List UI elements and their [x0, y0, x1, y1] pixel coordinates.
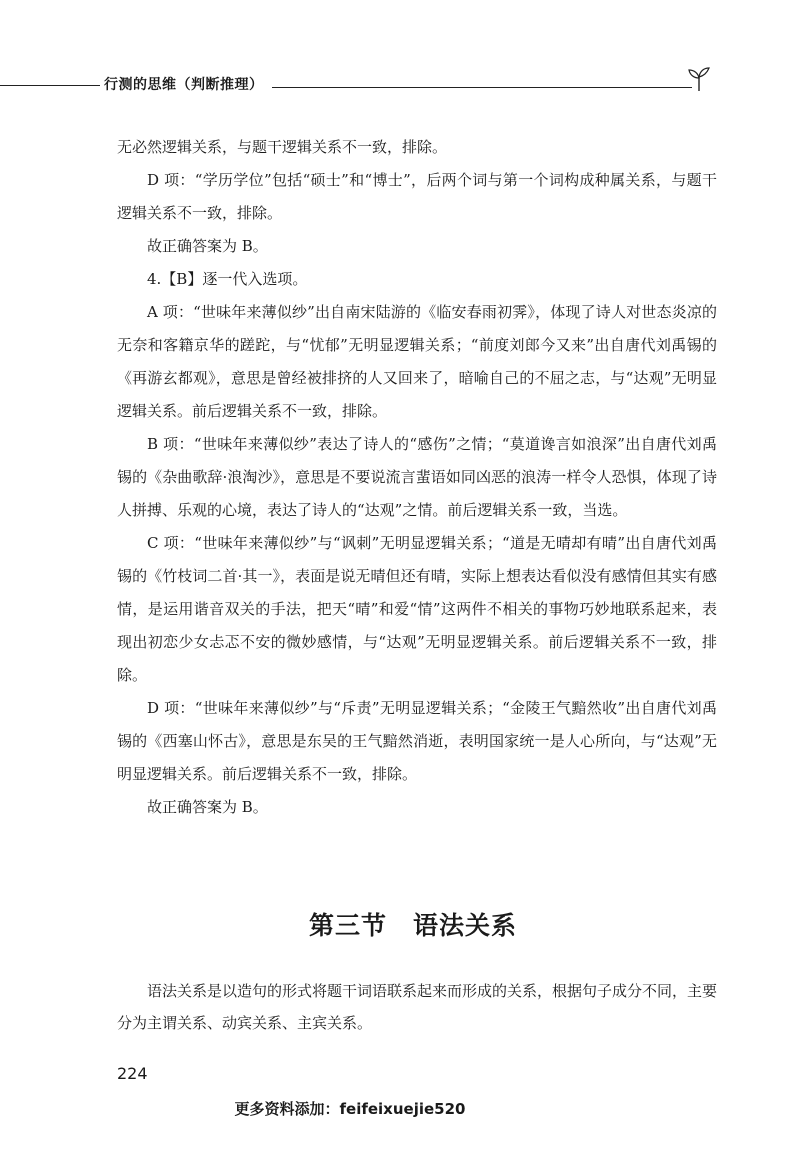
paragraph: D 项：“学历学位”包括“硕士”和“博士”，后两个词与第一个词构成种属关系，与题干逻辑关系不一致，排除。 [117, 171, 717, 222]
paragraph: B 项：“世味年来薄似纱”表达了诗人的“感伤”之情；“莫道谗言如浪深”出自唐代刘禹锡的《杂曲歌辞·浪淘沙》，意思是不要说流言蜚语如同凶恶的浪涛一样令人恐惧，体现了诗人拼搏、乐观的心境，表达了诗人的“达观”之情。前后逻辑关系一致，当选。 [117, 435, 717, 519]
paragraph: 故正确答案为 B。 [147, 798, 268, 816]
section-title: 第三节 语法关系 [308, 911, 517, 940]
paragraph: A 项：“世味年来薄似纱”出自南宋陆游的《临安春雨初霁》，体现了诗人对世态炎凉的无奈和客籍京华的蹉跎，与“忧郁”无明显逻辑关系；“前度刘郎今又来”出自唐代刘禹锡的《再游玄都观》，意思是曾经被排挤的人又回来了，暗喻自己的不屈之志，与“达观”无明显逻辑关系。前后逻辑关系不一致，排除。 [117, 303, 717, 420]
paragraph: C 项：“世味年来薄似纱”与“讽刺”无明显逻辑关系；“道是无晴却有晴”出自唐代刘禹锡的《竹枝词二首·其一》，表面是说无晴但还有晴，实际上想表达看似没有感情但其实有感情，是运用谐音双关的手法，把天“晴”和爱“情”这两件不相关的事物巧妙地联系起来，表现出初恋少女忐忑不安的微妙感情，与“达观”无明显逻辑关系。前后逻辑关系不一致，排除。 [117, 534, 717, 684]
paragraph: 4.【B】逐一代入选项。 [147, 270, 308, 288]
paragraph: D 项：“世味年来薄似纱”与“斥责”无明显逻辑关系；“金陵王气黯然收”出自唐代刘禹锡的《西塞山怀古》，意思是东吴的王气黯然消逝，表明国家统一是人心所向，与“达观”无明显逻辑关系。前后逻辑关系不一致，排除。 [117, 699, 717, 783]
page-number: 224 [117, 1064, 148, 1083]
section-intro [117, 975, 717, 1039]
header-title: 行测的思维（判断推理） [104, 77, 264, 93]
answer-explanation [117, 131, 717, 824]
paragraph: 无必然逻辑关系，与题干逻辑关系不一致，排除。 [117, 138, 448, 156]
paragraph: 故正确答案为 B。 [147, 237, 268, 255]
header-rule-left [0, 85, 100, 86]
running-header [0, 66, 800, 102]
sprout-icon [686, 66, 712, 92]
header-rule-right [272, 87, 692, 88]
footer-note: 更多资料添加：feifeixuejie520 [234, 1100, 466, 1118]
paragraph: 语法关系是以造句的形式将题干词语联系起来而形成的关系，根据句子成分不同，主要分为主谓关系、动宾关系、主宾关系。 [117, 982, 718, 1032]
